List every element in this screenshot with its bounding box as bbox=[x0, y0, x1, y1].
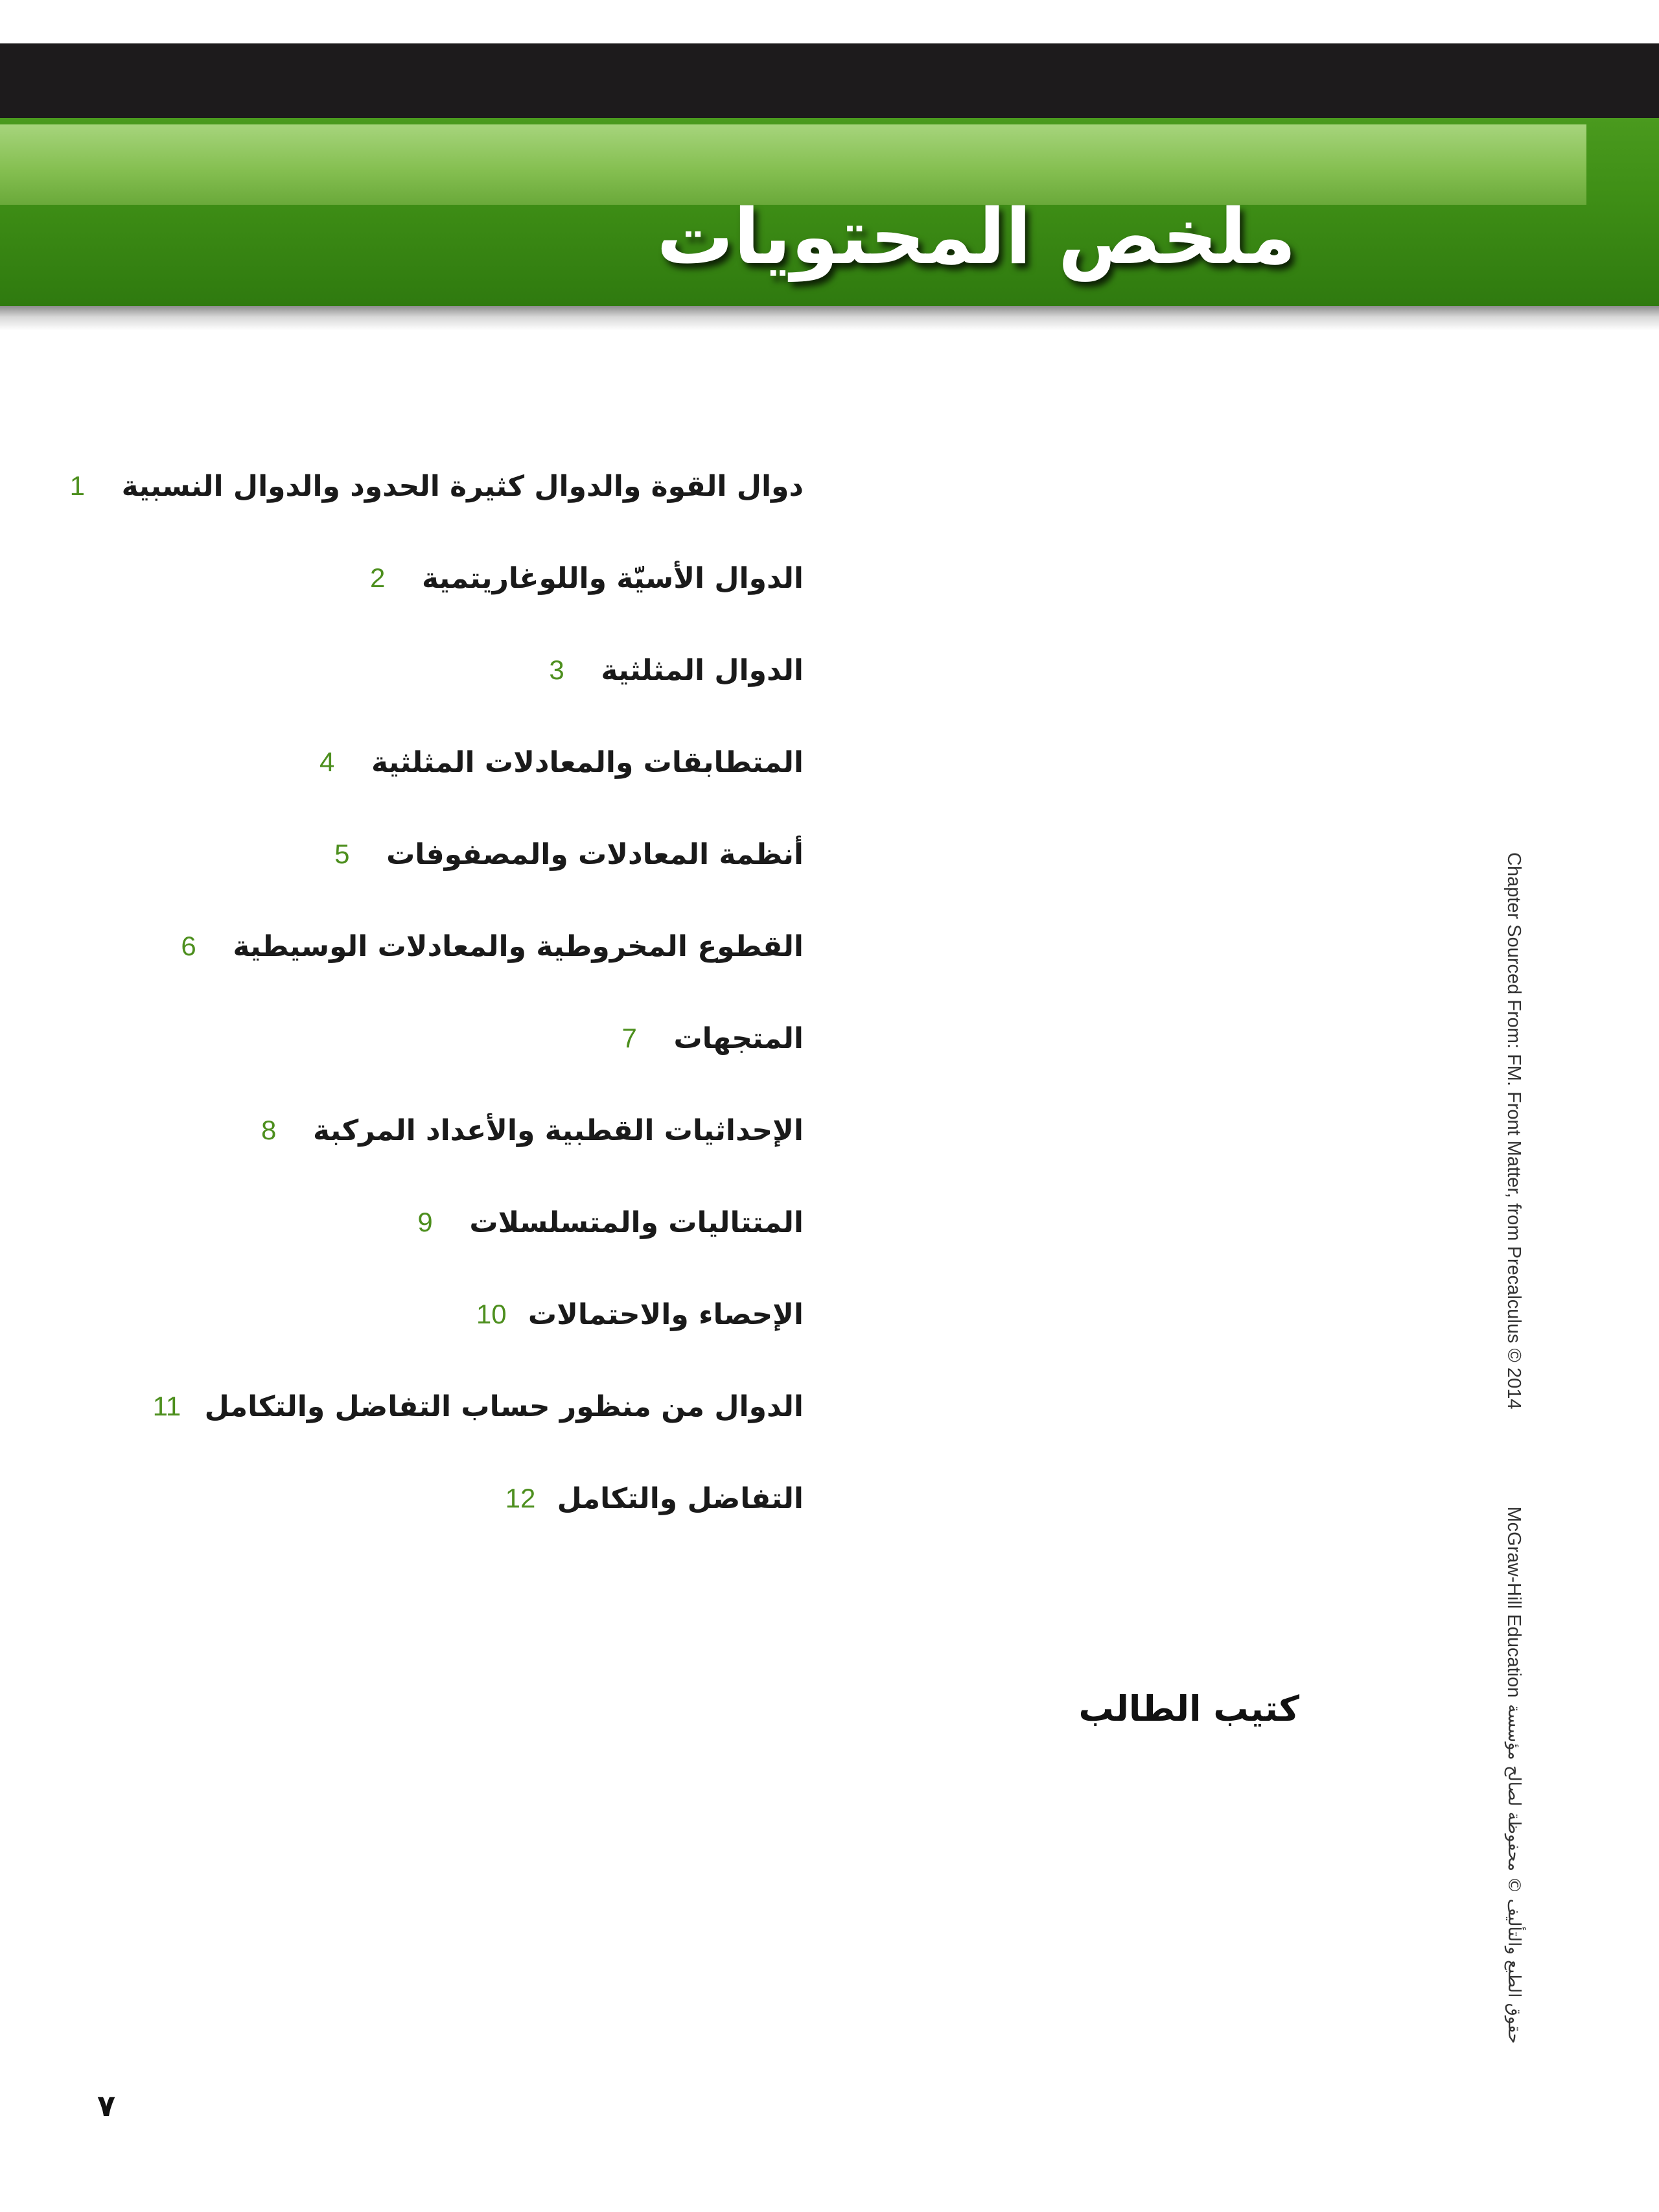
toc-entry-title: القطوع المخروطية والمعادلات الوسيطية bbox=[233, 929, 804, 963]
toc-entry-title: الإحداثيات القطبية والأعداد المركبة bbox=[312, 1113, 804, 1147]
toc-entry-12[interactable] bbox=[505, 1469, 804, 1528]
toc-entry-number: 7 bbox=[621, 1023, 637, 1053]
toc-entry-number: 12 bbox=[505, 1483, 536, 1513]
toc-entry-9[interactable] bbox=[417, 1193, 804, 1252]
chapter-source-credit: Chapter Sourced From: FM. Front Matter, from Precalculus © 2014 bbox=[1503, 852, 1525, 1410]
toc-entry-number: 6 bbox=[181, 931, 196, 961]
toc-entry-6[interactable] bbox=[181, 917, 804, 975]
toc-entry-5[interactable] bbox=[334, 825, 804, 883]
toc-entry-number: 10 bbox=[476, 1299, 507, 1329]
toc-entry-title: الإحصاء والاحتمالات bbox=[528, 1298, 804, 1331]
toc-entry-10[interactable] bbox=[476, 1285, 804, 1344]
toc-entry-title: دوال القوة والدوال كثيرة الحدود والدوال النسبية bbox=[121, 469, 804, 503]
publisher-credit: McGraw-Hill Education bbox=[1503, 1506, 1525, 1698]
toc-entry-number: 4 bbox=[319, 747, 335, 777]
toc-entry-number: 1 bbox=[69, 471, 85, 501]
toc-entry-title: الدوال من منظور حساب التفاضل والتكامل bbox=[204, 1390, 804, 1423]
toc-entry-number: 2 bbox=[369, 563, 386, 593]
side-credit bbox=[1501, 852, 1527, 2044]
toc-entry-title: المتجهات bbox=[673, 1021, 804, 1055]
page-number: ٧ bbox=[97, 2088, 116, 2123]
toc-entry-1[interactable] bbox=[70, 457, 804, 515]
toc-entry-number: 8 bbox=[261, 1115, 277, 1145]
toc-entry-number: 11 bbox=[152, 1391, 181, 1421]
student-book-label: كتيب الطالب bbox=[1078, 1688, 1299, 1729]
toc-entry-title: المتتاليات والمتسلسلات bbox=[469, 1205, 804, 1239]
toc-entry-title: الدوال المثلثية bbox=[601, 653, 804, 687]
toc-entry-7[interactable] bbox=[621, 1009, 804, 1067]
toc-entry-number: 3 bbox=[549, 655, 564, 685]
toc-entry-8[interactable] bbox=[261, 1101, 804, 1159]
toc-entry-number: 5 bbox=[334, 839, 350, 869]
toc-entry-11[interactable] bbox=[153, 1377, 804, 1436]
rights-credit: حقوق الطبع والتأليف © محفوظة لصالح مؤسسة bbox=[1504, 1704, 1524, 2044]
toc-entry-title: المتطابقات والمعادلات المثلثية bbox=[371, 745, 804, 779]
toc-entry-2[interactable] bbox=[370, 549, 804, 607]
toc-entry-number: 9 bbox=[417, 1207, 433, 1237]
toc-entry-title: أنظمة المعادلات والمصفوفات bbox=[386, 837, 804, 871]
toc-entry-title: الدوال الأسيّة واللوغاريتمية bbox=[421, 561, 804, 595]
toc-entry-3[interactable] bbox=[549, 641, 804, 699]
toc-entry-title: التفاضل والتكامل bbox=[557, 1482, 804, 1515]
toc-entry-4[interactable] bbox=[319, 733, 804, 791]
page-title: ملخص المحتويات bbox=[656, 192, 1296, 281]
